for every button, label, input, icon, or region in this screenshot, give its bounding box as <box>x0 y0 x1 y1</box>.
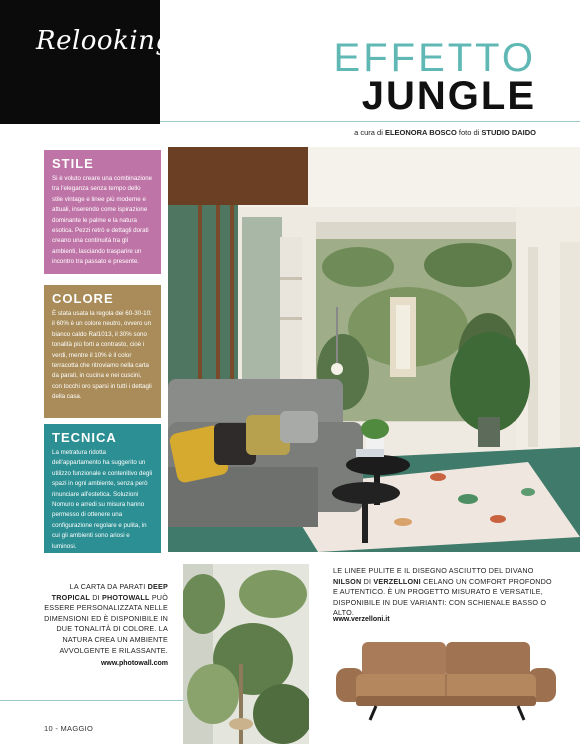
living-room-photo <box>168 147 580 552</box>
photowall-link[interactable]: www.photowall.com <box>100 660 168 667</box>
wallpaper-caption-pre: LA CARTA DA PARATI <box>69 582 146 591</box>
wallpaper-illustration <box>183 564 309 744</box>
credit-photographer: STUDIO DAIDO <box>481 128 536 137</box>
section-label: Relooking <box>36 26 173 56</box>
tecnica-title: TECNICA <box>52 430 117 445</box>
footer-divider <box>0 700 183 701</box>
stile-box <box>44 150 161 274</box>
page-number: 10 - MAGGIO <box>44 724 94 733</box>
sofa-caption-mid: DI <box>363 576 372 586</box>
wallpaper-photo <box>183 564 309 744</box>
credits <box>354 128 536 137</box>
living-room-illustration <box>168 147 580 552</box>
wallpaper-caption <box>44 582 168 656</box>
credit-photo-prefix: foto di <box>458 128 480 137</box>
credit-prefix: a cura di <box>354 128 383 137</box>
wallpaper-caption-post: PUÒ ESSERE PERSONALIZZATA NELLE DIMENSIONI ED È DISPONIBILE IN DUE TONALITÀ DI COLORE. LA NATURA CREA UN AMBIENTE AVVOLGENTE E RILASSANTE. <box>44 592 168 655</box>
stile-text: Si è voluto creare una combinazione tra l'eleganza senza tempo dello stile vintage e linee più moderne e attuali, inserendo come ispirazione dominante le palme e la natura esotica. Pezzi retrò e dettagli dorati creano una continuità tra gli ambienti, lasciando trasparire un incontro tra passato e presente. <box>52 175 153 266</box>
stile-title: STILE <box>52 156 94 171</box>
tecnica-box <box>44 424 161 553</box>
colore-box <box>44 285 161 418</box>
sofa-caption-post: CELANO UN COMFORT PROFONDO E AUTENTICO. È UN PROGETTO MISURATO E VERSATILE, DISPONIBILE IN DUE VARIANTI: CON SCHIENALE BASSO O ALTO. <box>333 576 552 618</box>
colore-title: COLORE <box>52 291 114 306</box>
header-divider <box>160 121 580 122</box>
colore-text: È stata usata la regola dei 60-30-10: il 60% è un colore neutro, ovvero un bianco caldo Ral1013, il 30% sono tonalità più forti a contrasto, cioè i verdi, mentre il 10% è il color terracotta che ritroviamo nella carta da parati, in cucina e nei cuscini, con tocchi oro sparsi in tutti i dettagli della casa. <box>52 310 152 401</box>
verzelloni-link[interactable]: www.verzelloni.it <box>333 616 390 623</box>
sofa-product-name: NILSON <box>333 576 362 586</box>
wallpaper-product-name: DEEP TROPICAL <box>51 582 168 602</box>
section-label-box <box>0 0 160 124</box>
title-line-1: EFFETTO <box>333 36 536 80</box>
sofa-photo <box>330 634 560 726</box>
sofa-illustration <box>330 634 560 726</box>
credit-author: ELEONORA BOSCO <box>384 128 457 137</box>
sofa-caption-pre: LE LINEE PULITE E IL DISEGNO ASCIUTTO DEL DIVANO <box>333 566 534 575</box>
title-line-2: JUNGLE <box>361 74 536 118</box>
sofa-caption <box>333 566 558 619</box>
tecnica-text: La metratura ridotta dell'appartamento ha suggerito un utilizzo funzionale e contenitivo degli spazi in ogni ambiente, senza però rinunciare all'estetica. Soluzioni Nomuro e arredi su misura hanno permesso di ottenere una configurazione regolare e pulita, in cui gli ambienti sono ariosi e luminosi. <box>52 449 153 550</box>
wallpaper-caption-mid: DI <box>92 592 100 602</box>
sofa-brand: VERZELLONI <box>373 576 421 586</box>
wallpaper-brand: PHOTOWALL <box>102 592 150 602</box>
